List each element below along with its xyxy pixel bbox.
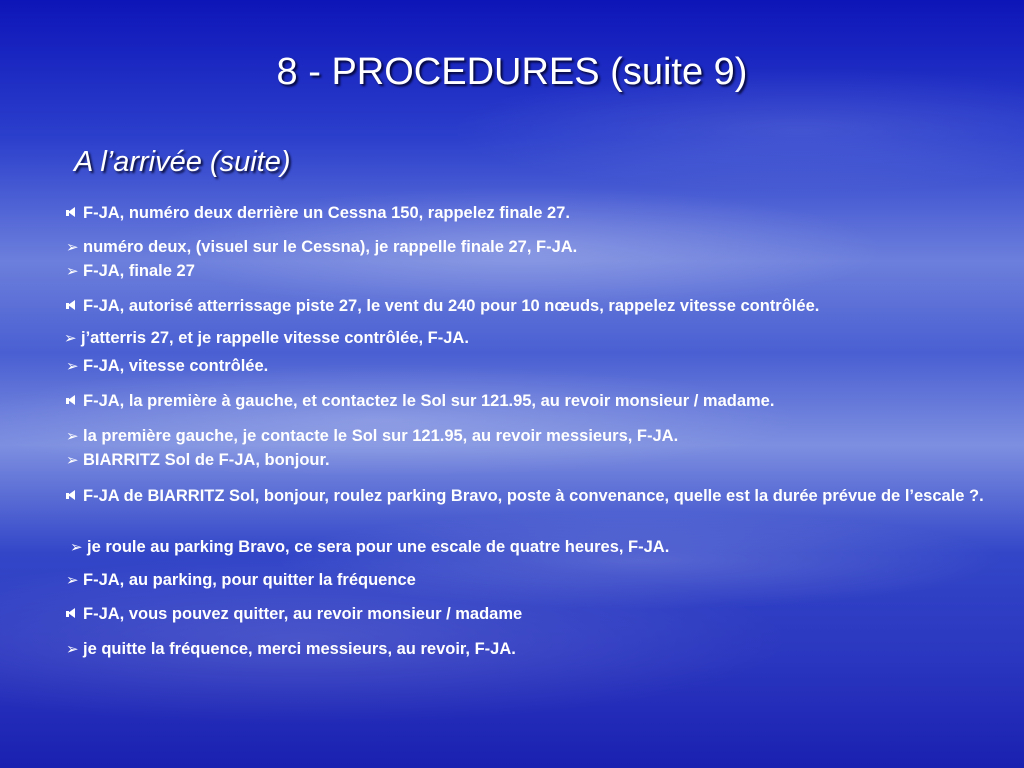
dialogue-line-reply: ➢ F-JA, vitesse contrôlée. xyxy=(66,355,268,378)
dialogue-line-reply: ➢ je quitte la fréquence, merci messieurs, au revoir, F-JA. xyxy=(66,638,516,661)
arrow-right-icon: ➢ xyxy=(70,539,83,556)
arrow-right-icon: ➢ xyxy=(66,428,79,445)
arrow-right-icon: ➢ xyxy=(64,330,77,347)
dialogue-line-reply: ➢ numéro deux, (visuel sur le Cessna), je rappelle finale 27, F-JA. xyxy=(66,236,577,259)
dialogue-line-speaker: F-JA de BIARRITZ Sol, bonjour, roulez parking Bravo, poste à convenance, quelle est la durée prévue de l’escale ?. xyxy=(66,484,986,508)
dialogue-line-speaker: F-JA, autorisé atterrissage piste 27, le vent du 240 pour 10 nœuds, rappelez vitesse contrôlée. xyxy=(66,295,819,317)
arrow-right-icon: ➢ xyxy=(66,572,79,589)
dialogue-line-reply: ➢ F-JA, au parking, pour quitter la fréquence xyxy=(66,569,416,592)
speaker-icon xyxy=(66,484,80,508)
speaker-icon xyxy=(66,295,80,317)
dialogue-line-speaker: F-JA, numéro deux derrière un Cessna 150, rappelez finale 27. xyxy=(66,202,570,224)
arrow-right-icon: ➢ xyxy=(66,358,79,375)
dialogue-line-reply: ➢ BIARRITZ Sol de F-JA, bonjour. xyxy=(66,449,330,472)
dialogue-line-reply: ➢ j’atterris 27, et je rappelle vitesse contrôlée, F-JA. xyxy=(64,327,469,350)
arrow-right-icon: ➢ xyxy=(66,263,79,280)
speaker-icon xyxy=(66,603,80,625)
dialogue-line-speaker: F-JA, la première à gauche, et contactez le Sol sur 121.95, au revoir monsieur / madame. xyxy=(66,390,774,412)
speaker-icon xyxy=(66,390,80,412)
arrow-right-icon: ➢ xyxy=(66,641,79,658)
section-subtitle: A l’arrivée (suite) xyxy=(74,146,291,178)
speaker-icon xyxy=(66,202,80,224)
dialogue-line-reply: ➢ la première gauche, je contacte le Sol sur 121.95, au revoir messieurs, F-JA. xyxy=(66,425,678,448)
dialogue-line-speaker: F-JA, vous pouvez quitter, au revoir monsieur / madame xyxy=(66,603,522,625)
dialogue-line-reply: ➢ je roule au parking Bravo, ce sera pour une escale de quatre heures, F-JA. xyxy=(70,536,669,559)
slide-title: 8 - PROCEDURES (suite 9) xyxy=(276,51,748,93)
arrow-right-icon: ➢ xyxy=(66,239,79,256)
arrow-right-icon: ➢ xyxy=(66,452,79,469)
dialogue-line-reply: ➢ F-JA, finale 27 xyxy=(66,260,195,283)
